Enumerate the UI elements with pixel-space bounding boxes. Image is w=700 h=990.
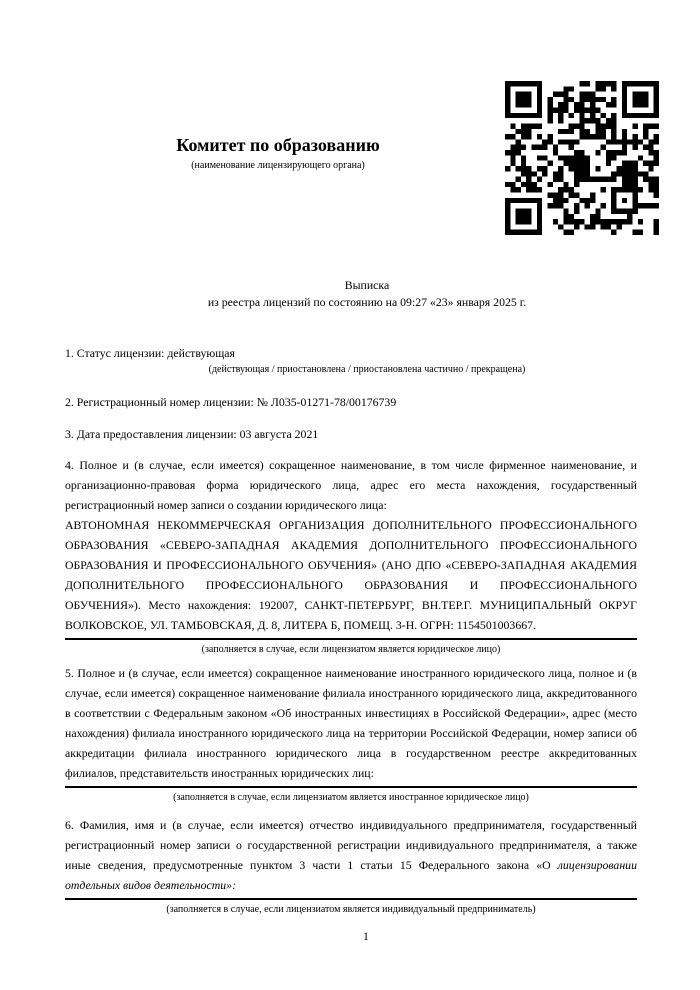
field-grant-date: 3. Дата предоставления лицензии: 03 августа 2021	[65, 427, 319, 441]
document-title-line2: из реестра лицензий по состоянию на 09:27 «23» января 2025 г.	[207, 294, 527, 309]
individual-entrepreneur-text-regular: 6. Фамилия, имя и (в случае, если имеется) отчество индивидуального предпринимателя, государственный регистрационный номер записи о государственной регистрации индивидуального предпринимателя, а также иные сведения, предусмотренные пунктом 3 части 1 статьи 15 Федерального закона «О	[65, 818, 637, 872]
legal-entity-intro: 4. Полное и (в случае, если имеется) сокращенное наименование, в том числе фирменное наименование, и организационно-правовая форма юридического лица, адрес его места нахождения, государственный регистрационный номер записи о создании юридического лица:	[65, 458, 637, 512]
fill-in-line	[65, 638, 637, 640]
licensing-authority-header	[65, 134, 491, 171]
foreign-entity-text: 5. Полное и (в случае, если имеется) сокращенное наименование иностранного юридического лица, полное и (в случае, если имеется) сокращенное наименование филиала иностранного юридического лица, аккредитованного в соответствии с Федеральным законом «Об иностранных инвестициях в Российской Федерации», адрес (место нахождения) филиала иностранного юридического лица на территории Российской Федерации, номер записи об аккредитации филиала иностранного юридического лица в государственном реестре аккредитованных филиалов, представительств иностранных юридических лиц:	[65, 666, 637, 780]
individual-entrepreneur-text	[65, 815, 637, 895]
document-title	[65, 277, 637, 310]
page-number: 1	[363, 929, 369, 943]
field-individual-entrepreneur	[65, 815, 637, 915]
document-title-line1: Выписка	[344, 278, 390, 292]
licensing-authority-caption: (наименование лицензирующего органа)	[191, 160, 365, 171]
field-foreign-entity	[65, 663, 637, 803]
qr-code-icon	[505, 81, 659, 235]
field-license-status	[65, 346, 637, 375]
field-legal-entity	[65, 455, 637, 655]
individual-entrepreneur-caption: (заполняется в случае, если лицензиатом является индивидуальный предприниматель)	[166, 904, 536, 915]
fill-in-line	[65, 786, 637, 788]
legal-entity-body: АВТОНОМНАЯ НЕКОММЕРЧЕСКАЯ ОРГАНИЗАЦИЯ ДОПОЛНИТЕЛЬНОГО ПРОФЕССИОНАЛЬНОГО ОБРАЗОВАНИЯ «СЕВЕРО-ЗАПАДНАЯ АКАДЕМИЯ ДОПОЛНИТЕЛЬНОГО ПРОФЕССИОНАЛЬНОГО ОБРАЗОВАНИЯ И ПРОФЕССИОНАЛЬНОГО ОБУЧЕНИЯ» (АНО ДПО «СЕВЕРО-ЗАПАДНАЯ АКАДЕМИЯ ДОПОЛНИТЕЛЬНОГО ПРОФЕССИОНАЛЬНОГО ОБРАЗОВАНИЯ И ПРОФЕССИОНАЛЬНОГО ОБУЧЕНИЯ»). Место нахождения: 192007, САНКТ-ПЕТЕРБУРГ, ВН.ТЕР.Г. МУНИЦИПАЛЬНЫЙ ОКРУГ ВОЛКОВСКОЕ, УЛ. ТАМБОВСКАЯ, Д. 8, ЛИТЕРА Б, ПОМЕЩ. 3-Н. ОГРН: 1154501003667.	[65, 518, 637, 632]
fill-in-line	[65, 898, 637, 900]
legal-entity-caption: (заполняется в случае, если лицензиатом является юридическое лицо)	[201, 644, 501, 655]
license-status-options-caption: (действующая / приостановлена / приостановлена частично / прекращена)	[208, 364, 526, 375]
foreign-entity-caption: (заполняется в случае, если лицензиатом является иностранное юридическое лицо)	[173, 792, 529, 803]
field-registration-number: 2. Регистрационный номер лицензии: № Л035-01271-78/00176739	[65, 395, 397, 409]
law-title-italic: лицензировании отдельных видов деятельности»:	[65, 858, 637, 892]
license-status-value: 1. Статус лицензии: действующая	[65, 346, 235, 360]
licensing-authority-name: Комитет по образованию	[176, 135, 380, 155]
